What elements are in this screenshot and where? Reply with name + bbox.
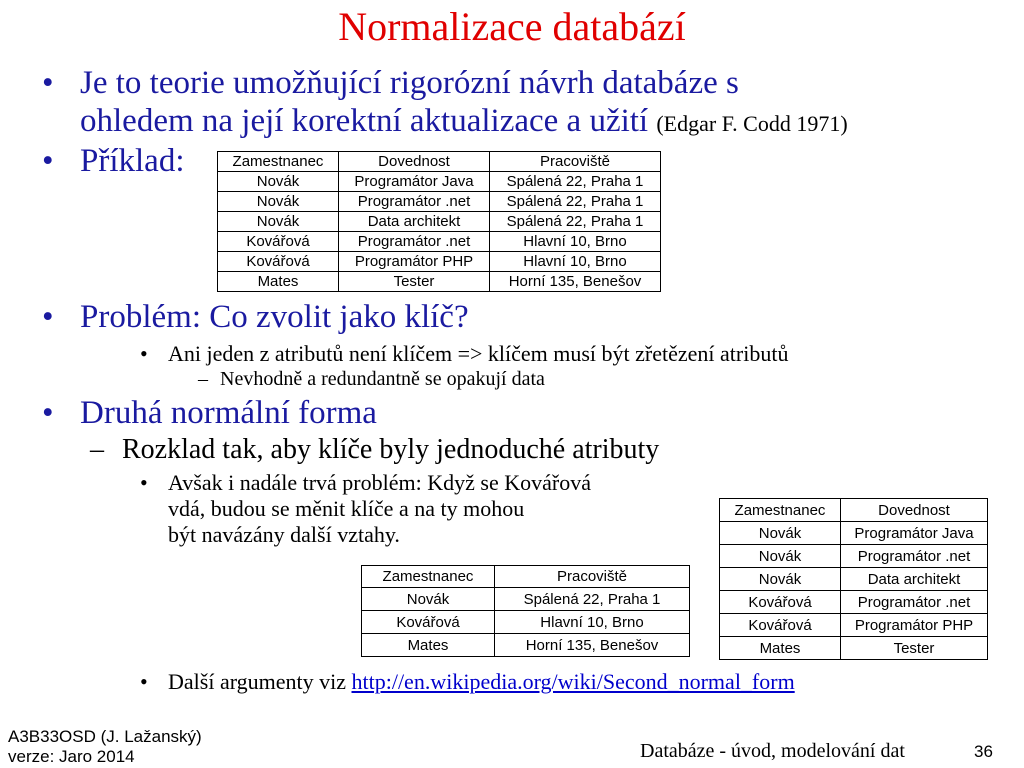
- bullet-text: Druhá normální forma: [80, 395, 377, 431]
- bullet-marker: •: [42, 395, 54, 431]
- table-cell: Programátor .net: [339, 192, 490, 212]
- table-cell: Novák: [218, 172, 339, 192]
- table-header: Pracoviště: [495, 566, 690, 588]
- table-cell: Kovářová: [720, 614, 841, 637]
- table-cell: Novák: [218, 192, 339, 212]
- table-row: [720, 637, 988, 660]
- table-row: [362, 634, 690, 657]
- table-cell: Spálená 22, Praha 1: [490, 212, 661, 232]
- table-cell: Programátor .net: [339, 232, 490, 252]
- table-cell: Horní 135, Benešov: [495, 634, 690, 657]
- table-cell: Programátor Java: [841, 522, 988, 545]
- table-cell: Hlavní 10, Brno: [490, 252, 661, 272]
- dash-marker: –: [90, 434, 104, 465]
- table-cell: Novák: [362, 588, 495, 611]
- table-cell: Programátor Java: [339, 172, 490, 192]
- table-row: [362, 588, 690, 611]
- bullet-codd-theory: [42, 64, 1010, 143]
- bullet-marker: •: [140, 341, 148, 366]
- sub-sub-bullet-problem: [140, 470, 728, 548]
- sub-bullet-text: Rozklad tak, aby klíče byly jednoduché atributy: [122, 434, 660, 465]
- sub-bullet-further-arguments: [140, 669, 1008, 695]
- table-cell: Tester: [339, 272, 490, 292]
- table-cell: Mates: [720, 637, 841, 660]
- wikipedia-link[interactable]: http://en.wikipedia.org/wiki/Second_normal_form: [351, 669, 795, 694]
- bullet-key-problem: [42, 298, 980, 336]
- sub-sub-bullet-redundancy: [198, 367, 1000, 391]
- table-header: Zamestnanec: [362, 566, 495, 588]
- bullet-example: [42, 142, 185, 180]
- sub-bullet-text: Další argumenty viz: [168, 669, 346, 694]
- table-row: [720, 522, 988, 545]
- table-row: [362, 611, 690, 634]
- table-cell: Horní 135, Benešov: [490, 272, 661, 292]
- bullet-line: Avšak i nadále trvá problém: Když se Kovářová: [168, 470, 591, 495]
- table-cell: Spálená 22, Praha 1: [490, 192, 661, 212]
- bullet-second-normal-form: [42, 394, 980, 432]
- table-cell: Novák: [218, 212, 339, 232]
- table-cell: Hlavní 10, Brno: [490, 232, 661, 252]
- table-header: Zamestnanec: [720, 499, 841, 522]
- table-cell: Kovářová: [218, 232, 339, 252]
- sub-bullet-concatenation: [140, 341, 1008, 367]
- table-cell: Spálená 22, Praha 1: [490, 172, 661, 192]
- sub-bullet-text: Ani jeden z atributů není klíčem => klíčem musí být zřetězení atributů: [168, 341, 789, 366]
- codd-reference: (Edgar F. Codd 1971): [656, 111, 848, 136]
- table-workplace: [361, 565, 690, 657]
- table-row: [218, 192, 661, 212]
- table-row: [218, 172, 661, 192]
- table-row: [720, 614, 988, 637]
- bullet-line-text: ohledem na její korektní aktualizace a užití: [80, 103, 649, 139]
- bullet-marker: •: [140, 669, 148, 694]
- table-cell: Programátor .net: [841, 591, 988, 614]
- table-skill: [719, 498, 988, 660]
- table-cell: Programátor .net: [841, 545, 988, 568]
- table-cell: Novák: [720, 568, 841, 591]
- table-cell: Mates: [362, 634, 495, 657]
- bullet-marker: •: [140, 470, 148, 495]
- table-cell: Tester: [841, 637, 988, 660]
- table-header: Pracoviště: [490, 152, 661, 172]
- bullet-marker: •: [42, 143, 54, 179]
- table-header: Dovednost: [841, 499, 988, 522]
- table-cell: Kovářová: [720, 591, 841, 614]
- table-cell: Programátor PHP: [339, 252, 490, 272]
- table-header: Dovednost: [339, 152, 490, 172]
- bullet-line: [80, 102, 1010, 143]
- dash-marker: –: [198, 368, 208, 390]
- page-number: 36: [974, 742, 993, 761]
- table-full: [217, 151, 661, 292]
- table-cell: Programátor PHP: [841, 614, 988, 637]
- bullet-text: Příklad:: [80, 143, 185, 179]
- table-row: [218, 272, 661, 292]
- bullet-marker: •: [42, 299, 54, 335]
- footer-course: [8, 727, 202, 767]
- bullet-text: Problém: Co zvolit jako klíč?: [80, 299, 469, 335]
- bullet-line: být navázány další vztahy.: [168, 522, 400, 547]
- table-row: [720, 591, 988, 614]
- table-row: [720, 568, 988, 591]
- table-cell: Hlavní 10, Brno: [495, 611, 690, 634]
- bullet-line: Je to teorie umožňující rigorózní návrh databáze s: [80, 65, 739, 101]
- table-header: Zamestnanec: [218, 152, 339, 172]
- table-row: [218, 212, 661, 232]
- footer-version-line: verze: Jaro 2014: [8, 747, 135, 766]
- table-cell: Kovářová: [362, 611, 495, 634]
- footer-course-line: A3B33OSD (J. Lažanský): [8, 727, 202, 746]
- table-cell: Data architekt: [339, 212, 490, 232]
- table-row: [218, 252, 661, 272]
- bullet-line: vdá, budou se měnit klíče a na ty mohou: [168, 496, 525, 521]
- slide-title: Normalizace databází: [338, 4, 686, 49]
- table-cell: Data architekt: [841, 568, 988, 591]
- sub-sub-bullet-text: Nevhodně a redundantně se opakují data: [220, 368, 545, 390]
- footer-subject: Databáze - úvod, modelování dat: [640, 740, 905, 762]
- table-cell: Novák: [720, 545, 841, 568]
- sub-bullet-decomposition: [90, 434, 982, 466]
- table-cell: Spálená 22, Praha 1: [495, 588, 690, 611]
- table-row: [218, 232, 661, 252]
- table-cell: Kovářová: [218, 252, 339, 272]
- table-cell: Novák: [720, 522, 841, 545]
- table-cell: Mates: [218, 272, 339, 292]
- table-row: [720, 545, 988, 568]
- bullet-marker: •: [42, 65, 54, 101]
